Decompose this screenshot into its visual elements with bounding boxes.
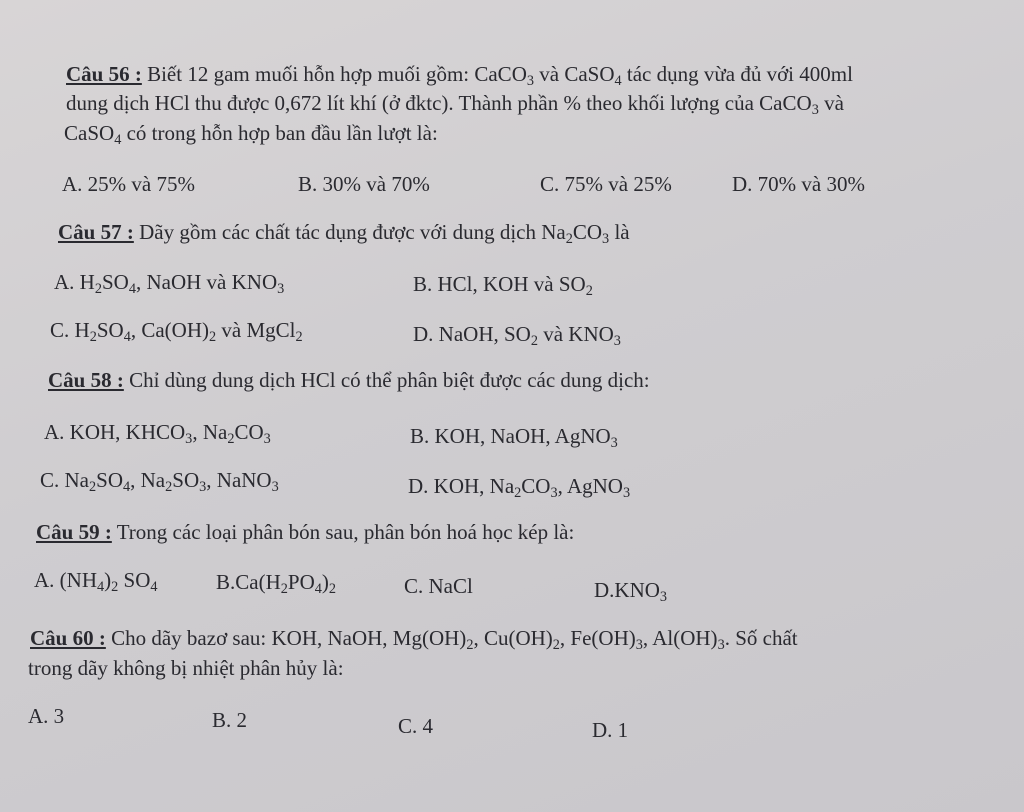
q60-label: Câu 60 : [30, 626, 106, 650]
q57-option-d[interactable]: D. NaOH, $SO_2$ và $KNO_3$ [413, 322, 621, 349]
q60-option-c[interactable]: C. 4 [398, 714, 434, 738]
q60-option-d[interactable]: D. 1 [592, 718, 629, 742]
q56-option-d[interactable]: D. 70% và 30% [732, 172, 865, 196]
q58-option-b[interactable]: B. KOH, NaOH, AgNO$_3$ [410, 424, 618, 451]
q58-option-d[interactable]: D. KOH, $Na_2CO_3$, AgNO$_3$ [408, 474, 631, 501]
q59-line [36, 520, 574, 545]
q58-option-a[interactable]: A. KOH, $KHCO_3$, $Na_2CO_3$ [44, 420, 271, 447]
q56-option-a[interactable]: A. 25% và 75% [62, 172, 195, 196]
q56-line1 [66, 62, 853, 87]
q57-option-b[interactable]: B. HCl, KOH và $SO_2$ [413, 272, 593, 299]
q59-text: Trong các loại phân bón sau, phân bón hoá học kép là: [111, 520, 575, 544]
q58-option-c[interactable]: C. $Na_2SO_4$, $Na_2SO_3$, NaNO$_3$ [40, 468, 279, 495]
q60-line1 [30, 626, 798, 651]
q56-option-c[interactable]: C. 75% và 25% [540, 172, 672, 196]
q57-label: Câu 57 : [58, 220, 134, 244]
q60-line2: trong dãy không bị nhiệt phân hủy là: [28, 656, 344, 680]
q57-option-a[interactable]: A. $H_2SO_4$, NaOH và $KNO_3$ [54, 270, 285, 297]
q57-option-c[interactable]: C. $H_2SO_4$, $Ca(OH)_2$ và MgCl$_2$ [50, 318, 303, 345]
q56-option-b[interactable]: B. 30% và 70% [298, 172, 430, 196]
q56-line2: dung dịch HCl thu được 0,672 lít khí (ở đktc). Thành phần % theo khối lượng của CaCO$_3$ và [66, 91, 844, 118]
q59-option-b[interactable]: $B.Ca(H_2PO_4)_2$ [216, 570, 337, 597]
q58-text: Chỉ dùng dung dịch HCl có thể phân biệt được các dung dịch: [123, 368, 650, 392]
q59-label: Câu 59 : [36, 520, 112, 544]
q58-label: Câu 58 : [48, 368, 124, 392]
q56-line3: CaSO$_4$ có trong hỗn hợp ban đầu lần lượt là: [64, 121, 438, 148]
q57-line [58, 220, 630, 245]
q57-text: Dãy gồm các chất tác dụng được với dung dịch $Na_2CO_3$ là [133, 220, 630, 247]
q60-option-a[interactable]: A. 3 [28, 704, 65, 728]
q58-line [48, 368, 650, 393]
q56-label: Câu 56 : [66, 62, 142, 86]
q59-option-c[interactable]: C. NaCl [404, 574, 473, 598]
q60-option-b[interactable]: B. 2 [212, 708, 248, 732]
q56-text-1: Biết 12 gam muối hỗn hợp muối gồm: CaCO$_3$ và CaSO$_4$ tác dụng vừa đủ với 400ml [141, 62, 853, 89]
q59-option-d[interactable]: $D.KNO_3$ [594, 578, 668, 605]
q59-option-a[interactable]: A. $(NH_4)_2$ $SO_4$ [34, 568, 158, 595]
q60-text-1: Cho dãy bazơ sau: KOH, NaOH, $Mg(OH)_2$, $Cu(OH)_2$, $Fe(OH)_3$, $Al(OH)_3$. Số chất [105, 626, 798, 653]
